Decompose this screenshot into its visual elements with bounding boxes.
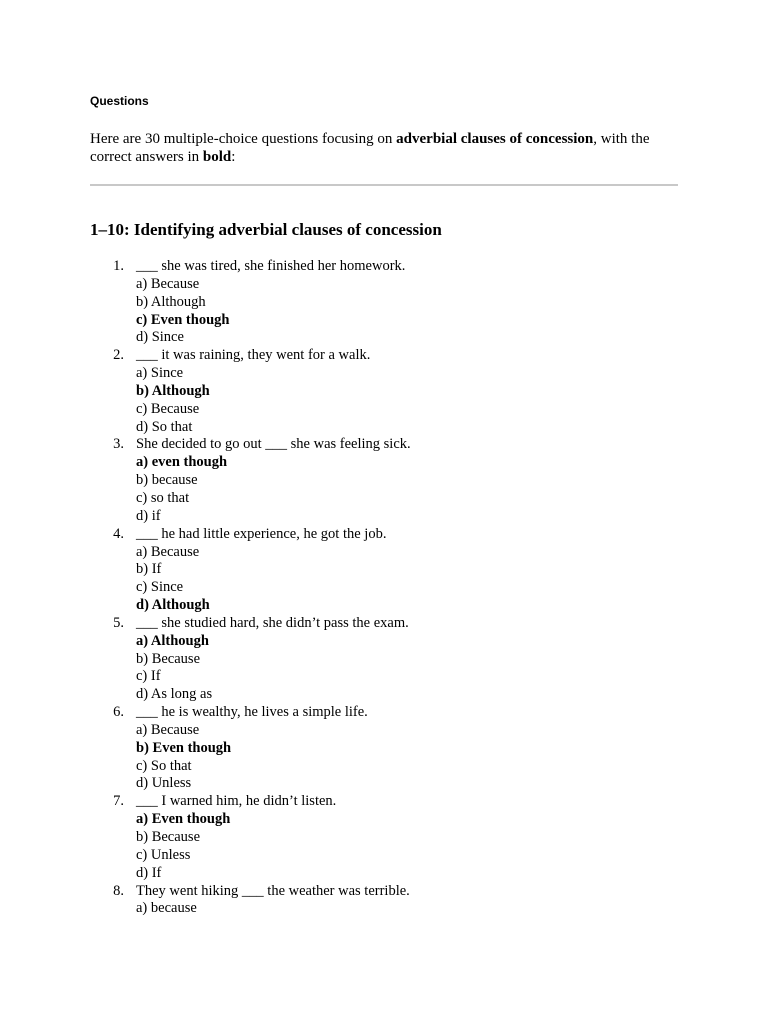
answer-option: b) If [136,561,162,578]
question-number: 7. [113,793,124,810]
answer-option: c) If [136,668,161,685]
question-number: 1. [113,258,124,274]
answer-option: c) Since [136,579,184,596]
answer-option-correct: b) Although [136,382,210,399]
answer-option-correct: a) Although [136,632,209,649]
question-list [90,258,411,918]
answer-option: d) As long as [136,686,213,703]
question-item [90,704,411,793]
question-text: They went hiking ___ the weather was terrible. [136,882,410,899]
answer-option-correct: b) Even though [136,739,232,756]
question-number: 2. [113,347,124,364]
question-text: ___ he is wealthy, he lives a simple life. [136,704,368,721]
answer-option: b) Although [136,293,206,310]
answer-option-correct: c) Even though [136,311,230,328]
intro-text-3: : [231,149,236,165]
intro-text-2: , with the correct answers in [90,131,650,165]
question-text: ___ she was tired, she finished her homework. [136,258,406,274]
question-number: 8. [113,882,124,899]
question-item [90,526,411,615]
answer-option: d) Since [136,329,184,346]
question-item [90,258,411,347]
answer-option: c) so that [136,489,190,506]
question-text: ___ it was raining, they went for a walk. [136,347,371,364]
answer-option: d) if [136,507,161,524]
section-title: 1–10: Identifying adverbial clauses of concession [90,220,442,239]
answer-option: a) Because [136,721,200,738]
answer-option: a) because [136,900,197,917]
answer-option: d) Unless [136,775,192,792]
intro-bold-topic: adverbial clauses of concession [396,131,594,147]
answer-option: b) Because [136,650,201,667]
answer-option: d) If [136,864,162,881]
answer-option: a) Because [136,275,200,292]
answer-option: a) Because [136,543,200,560]
question-item [90,436,411,525]
intro-bold-word: bold [202,149,232,165]
answer-option-correct: d) Although [136,597,210,614]
answer-option: a) Since [136,365,184,382]
question-item [90,615,411,704]
question-number: 5. [113,614,124,631]
answer-option: c) Unless [136,846,191,863]
question-number: 3. [113,436,124,453]
question-text: She decided to go out ___ she was feeling sick. [136,436,411,453]
question-text: ___ he had little experience, he got the job. [136,525,387,542]
answer-option: b) Because [136,829,201,845]
intro-text-1: Here are 30 multiple-choice questions focusing on [90,131,397,147]
intro-paragraph [90,130,678,166]
answer-option-correct: a) even though [136,454,228,471]
question-item [90,883,411,919]
horizontal-divider [90,184,678,186]
question-text: ___ I warned him, he didn’t listen. [136,793,337,810]
question-item [90,793,411,882]
document-heading: Questions [90,94,149,108]
answer-option: d) So that [136,418,193,435]
answer-option: b) because [136,472,198,489]
question-number: 6. [113,704,124,721]
question-number: 4. [113,525,124,542]
answer-option-correct: a) Even though [136,811,231,828]
question-text: ___ she studied hard, she didn’t pass the exam. [136,614,409,631]
question-item [90,347,411,436]
answer-option: c) Because [136,400,200,417]
answer-option: c) So that [136,757,192,774]
